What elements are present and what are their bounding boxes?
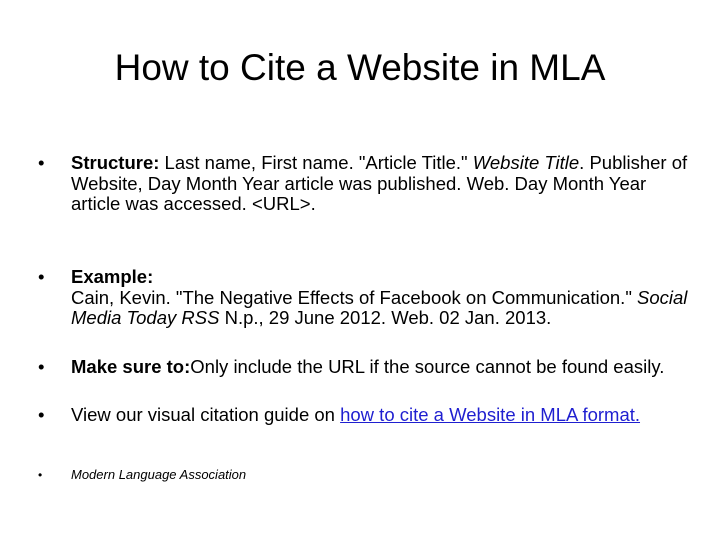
structure-text — [71, 153, 688, 215]
make-sure-label: Make sure to: — [71, 356, 191, 377]
footnote-text — [71, 467, 688, 483]
visual-guide-bullet — [38, 405, 688, 426]
visual-guide-text — [71, 405, 688, 426]
bullet-dot: • — [38, 404, 45, 425]
structure-label: Structure: — [71, 152, 160, 173]
footnote-body: Modern Language Association — [71, 467, 247, 482]
structure-text-part1: Last name, First name. "Article Title." — [159, 152, 473, 173]
example-label: Example: — [71, 266, 154, 287]
structure-bullet — [38, 153, 688, 215]
example-source: Social Media Today RSS — [71, 286, 688, 329]
example-bullet — [38, 267, 688, 329]
visual-guide-body: View our visual citation guide on — [71, 404, 341, 425]
example-text-part2: N.p., 29 June 2012. Web. 02 Jan. 2013. — [219, 307, 552, 329]
example-text — [71, 267, 688, 329]
make-sure-bullet — [38, 357, 688, 378]
bullet-dot: • — [38, 468, 43, 482]
make-sure-body: Only include the URL if the source cannot be found easily. — [190, 356, 665, 377]
structure-text-part2: . Publisher of Website, Day Month Year article was published. Web. Day Month Year article was accessed. <URL>. — [71, 152, 688, 215]
structure-website-title: Website Title — [472, 152, 580, 173]
bullet-dot: • — [38, 356, 45, 377]
footnote-bullet — [38, 467, 688, 483]
bullet-dot: • — [38, 152, 45, 173]
slide-title: How to Cite a Website in MLA — [114, 47, 606, 88]
make-sure-text — [71, 357, 688, 378]
visual-guide-link[interactable]: how to cite a Website in MLA format. — [340, 404, 641, 425]
bullet-dot: • — [38, 266, 45, 287]
example-text-part1: Cain, Kevin. "The Negative Effects of Facebook on Communication." — [71, 286, 638, 308]
